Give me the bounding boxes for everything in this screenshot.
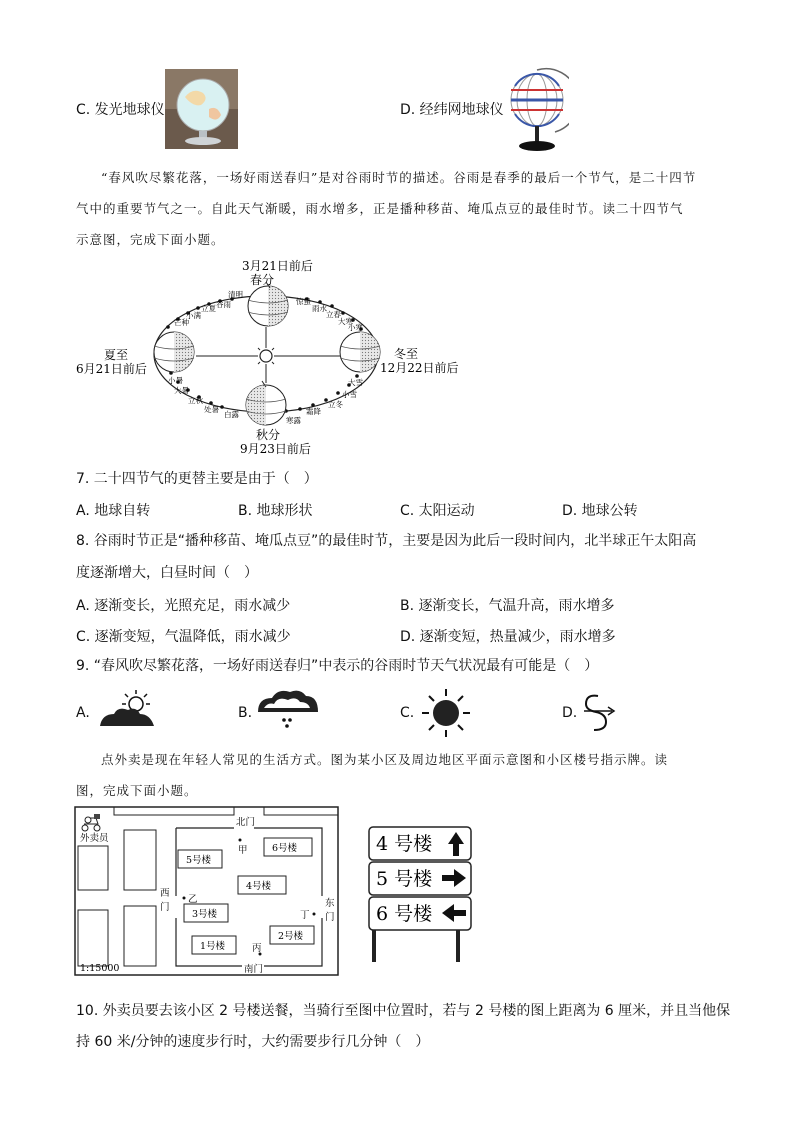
svg-text:小满: 小满: [186, 311, 201, 320]
building-1: 1号楼: [200, 941, 226, 952]
map-scale: 1:15000: [80, 963, 120, 974]
north-gate-label: 北门: [236, 817, 256, 828]
spring-date: 3月21日前后: [242, 259, 313, 273]
q8-option-b[interactable]: B. 逐渐变长，气温升高，雨水增多: [400, 598, 615, 614]
autumn-date: 9月23日前后: [240, 442, 311, 456]
earth-autumn: [246, 381, 286, 425]
autumn-name: 秋分: [256, 428, 281, 442]
summer-date: 6月21日前后: [76, 362, 147, 376]
svg-text:清明: 清明: [228, 290, 243, 299]
sunny-to-cloudy-icon: [96, 688, 158, 730]
q9-option-c[interactable]: C.: [400, 705, 415, 721]
building-5: 5号楼: [186, 855, 212, 866]
point-yi: 乙: [188, 894, 198, 905]
cloudy-light-rain-icon: [256, 690, 318, 732]
sun-icon: [254, 344, 278, 368]
q8-option-a[interactable]: A. 逐渐变长，光照充足，雨水减少: [76, 598, 291, 614]
building-6: 6号楼: [272, 843, 298, 854]
sign-row-5: 5 号楼: [376, 868, 433, 890]
courier-label: 外卖员: [80, 833, 109, 844]
building-4: 4号楼: [246, 881, 272, 892]
svg-text:谷雨: 谷雨: [216, 300, 231, 309]
svg-text:寒露: 寒露: [286, 416, 301, 425]
intro1-line1: “春风吹尽繁花落，一场好雨送春归”是对谷雨时节的描述。谷雨是春季的最后一个节气，是二十四节: [101, 170, 697, 185]
q8-option-d[interactable]: D. 逐渐变短，热量减少，雨水增多: [400, 629, 616, 645]
west-gate-label-1: 西: [160, 888, 170, 899]
west-gate-label-2: 门: [160, 902, 170, 913]
q9-option-b[interactable]: B.: [238, 705, 253, 721]
option-d-label: D. 经纬网地球仪: [400, 102, 504, 118]
intro2-line2: 图，完成下面小题。: [76, 783, 198, 798]
q7-option-a[interactable]: A. 地球自转: [76, 503, 151, 519]
svg-text:小寒: 小寒: [348, 323, 363, 332]
svg-text:立秋: 立秋: [188, 396, 203, 405]
east-gate-label-1: 东: [325, 898, 335, 909]
svg-text:立夏: 立夏: [201, 304, 216, 313]
svg-text:霜降: 霜降: [306, 407, 321, 416]
svg-text:惊蛰: 惊蛰: [296, 297, 311, 306]
svg-text:大暑: 大暑: [174, 386, 189, 395]
point-jia: 甲: [238, 845, 248, 856]
building-2: 2号楼: [278, 931, 304, 942]
svg-text:白露: 白露: [224, 410, 239, 419]
sign-row-6: 6 号楼: [376, 903, 433, 925]
community-map: [74, 806, 340, 978]
sandstorm-icon: [580, 690, 616, 732]
svg-text:处暑: 处暑: [204, 405, 219, 414]
intro2-line1: 点外卖是现在年轻人常见的生活方式。图为某小区及周边地区平面示意图和小区楼号指示牌。读: [101, 752, 669, 767]
south-gate-label: 南门: [244, 964, 264, 975]
q7-stem: 7. 二十四节气的更替主要是由于（ ）: [76, 471, 318, 487]
spring-name: 春分: [250, 273, 275, 287]
svg-text:小雪: 小雪: [342, 390, 357, 399]
building-direction-sign: [368, 826, 474, 964]
q7-option-c[interactable]: C. 太阳运动: [400, 503, 475, 519]
intro1-line3: 示意图，完成下面小题。: [76, 232, 225, 247]
east-gate-label-2: 门: [325, 912, 335, 923]
q8-stem-line1: 8. 谷雨时节正是“播种移苗、埯瓜点豆”的最佳时节，主要是因为此后一段时间内，北半球正午太阳高: [76, 533, 697, 549]
sign-row-4: 4 号楼: [376, 833, 433, 855]
svg-text:立冬: 立冬: [328, 400, 343, 409]
glowing-globe-image: [165, 69, 238, 149]
earth-spring: [248, 282, 288, 326]
sunny-icon: [420, 688, 472, 738]
q7-option-b[interactable]: B. 地球形状: [238, 503, 313, 519]
q8-stem-line2: 度逐渐增大，白昼时间（ ）: [76, 565, 258, 581]
q10-stem-line1: 10. 外卖员要去该小区 2 号楼送餐，当骑行至图中位置时，若与 2 号楼的图上距离为 6 厘米，并且当他保: [76, 1003, 731, 1019]
q9-option-d[interactable]: D.: [562, 705, 578, 721]
q9-stem: 9. “春风吹尽繁花落，一场好雨送春归”中表示的谷雨时节天气状况最有可能是（ ）: [76, 658, 599, 674]
svg-text:大雪: 大雪: [348, 378, 363, 387]
svg-text:芒种: 芒种: [174, 318, 189, 327]
svg-text:小暑: 小暑: [168, 376, 183, 385]
summer-name: 夏至: [104, 348, 129, 362]
winter-date: 12月22日前后: [380, 361, 459, 375]
q7-option-d[interactable]: D. 地球公转: [562, 503, 638, 519]
intro1-line2: 气中的重要节气之一。自此天气渐暖，雨水增多，正是播种移苗、埯瓜点豆的最佳时节。读二十四节气: [76, 201, 684, 216]
svg-text:立春: 立春: [326, 310, 341, 319]
svg-text:大寒: 大寒: [338, 317, 353, 326]
svg-text:雨水: 雨水: [312, 304, 327, 313]
solar-terms-diagram: [70, 255, 470, 460]
earth-summer: [154, 332, 194, 372]
building-3: 3号楼: [192, 909, 218, 920]
q8-option-c[interactable]: C. 逐渐变短，气温降低，雨水减少: [76, 629, 291, 645]
winter-name: 冬至: [394, 347, 419, 361]
q10-stem-line2: 持 60 米/分钟的速度步行时，大约需要步行几分钟（ ）: [76, 1034, 430, 1050]
q9-option-a[interactable]: A.: [76, 705, 90, 721]
point-bing: 丙: [252, 943, 262, 954]
point-ding: 丁: [300, 910, 310, 921]
option-c-label: C. 发光地球仪: [76, 102, 165, 118]
graticule-globe-image: [505, 66, 569, 154]
earth-winter: [340, 332, 380, 372]
